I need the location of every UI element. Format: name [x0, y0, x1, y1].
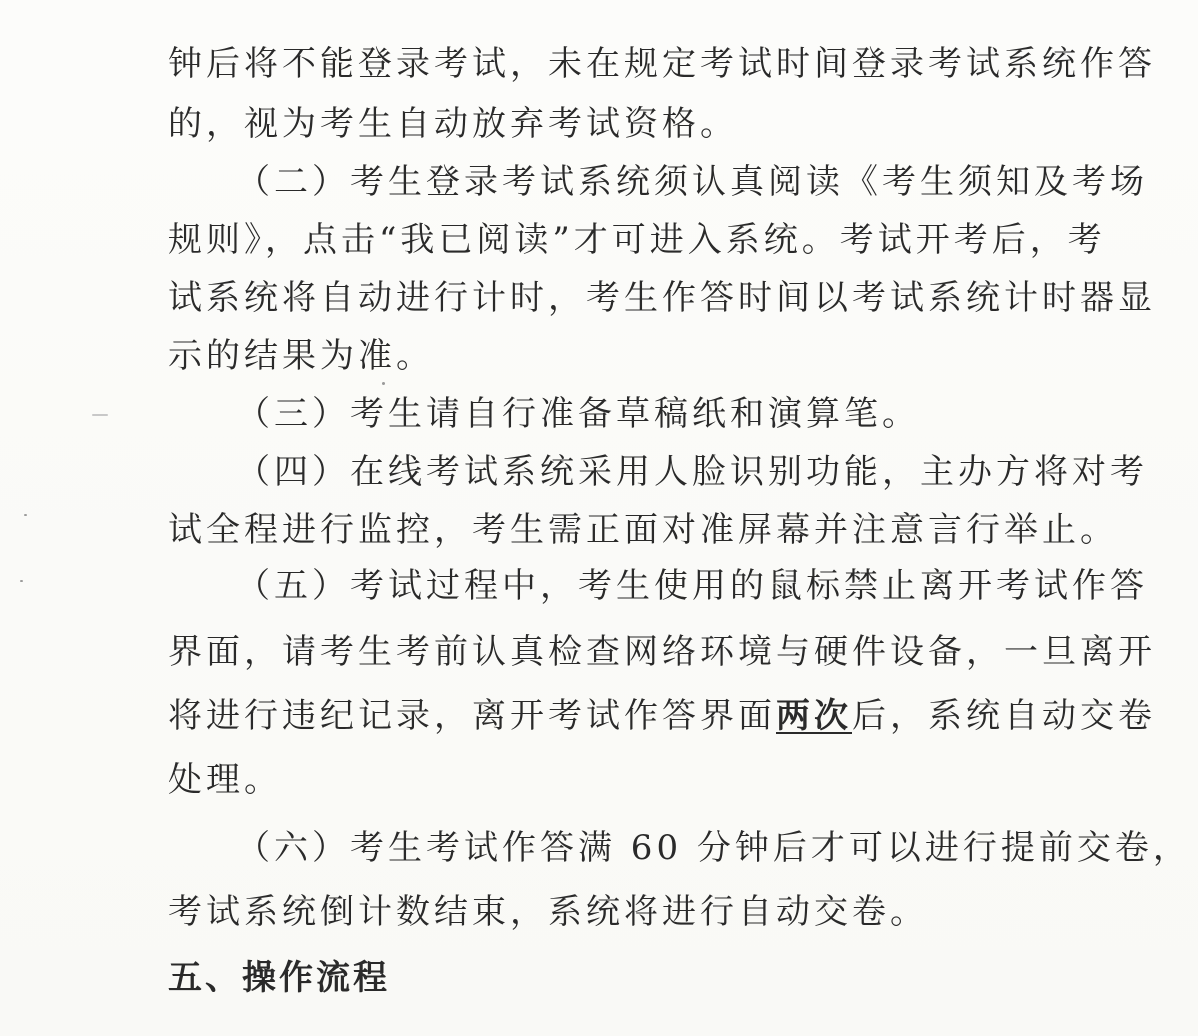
scan-speck: [382, 382, 385, 385]
scan-speck: [92, 414, 108, 416]
emphasized-count: 两次: [776, 696, 852, 736]
paragraph-line: 试全程进行监控，考生需正面对准屏幕并注意言行举止。: [168, 510, 1118, 550]
paragraph-line: 钟后将不能登录考试，未在规定考试时间登录考试系统作答: [168, 44, 1156, 84]
paragraph-line: （二）考生登录考试系统须认真阅读《考生须知及考场: [236, 162, 1148, 202]
paragraph-line: 界面，请考生考前认真检查网络环境与硬件设备，一旦离开: [168, 632, 1156, 672]
paragraph-line: 规则》，点击“我已阅读”才可进入系统。考试开考后，考: [168, 220, 1106, 260]
paragraph-line: 处理。: [168, 760, 282, 800]
paragraph-line: （五）考试过程中，考生使用的鼠标禁止离开考试作答: [236, 566, 1148, 606]
paragraph-line: （六）考生考试作答满 60 分钟后才可以进行提前交卷，: [236, 828, 1191, 868]
line-text: 将进行违纪记录，离开考试作答界面: [168, 696, 776, 736]
section-heading: 五、操作流程: [168, 958, 390, 998]
line-text: 后，系统自动交卷: [852, 696, 1156, 736]
scan-speck: [20, 580, 23, 582]
paragraph-line: 考试系统倒计数结束，系统将进行自动交卷。: [168, 892, 928, 932]
paragraph-line: 示的结果为准。: [168, 336, 434, 376]
paragraph-line: 的，视为考生自动放弃考试资格。: [168, 104, 738, 144]
scan-speck: [24, 514, 27, 516]
paragraph-line: 试系统将自动进行计时，考生作答时间以考试系统计时器显: [168, 278, 1156, 318]
paragraph-line: （四）在线考试系统采用人脸识别功能，主办方将对考: [236, 452, 1148, 492]
paragraph-line: [168, 696, 1156, 736]
paragraph-line: （三）考生请自行准备草稿纸和演算笔。: [236, 394, 920, 434]
